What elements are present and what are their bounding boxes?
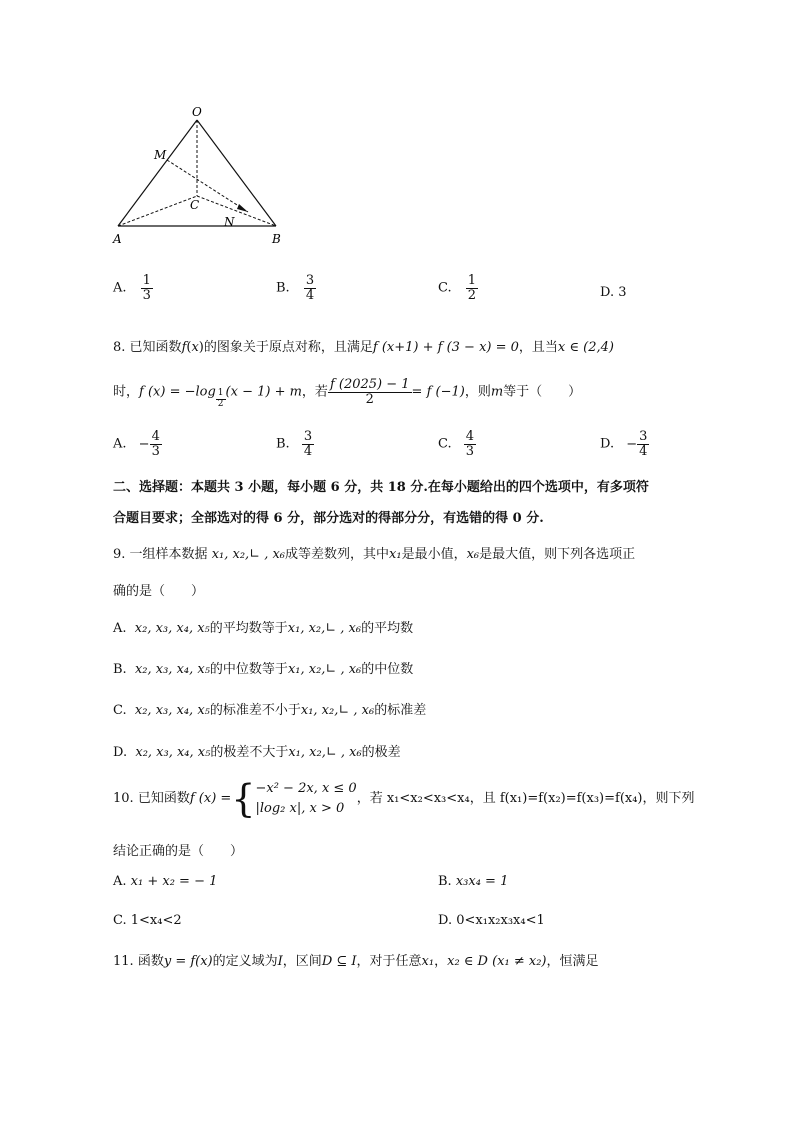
fraction: $\frac{4}{3}$ xyxy=(151,429,160,459)
q11-line1: 11. 函数y = f(x)的定义域为I，区间D ⊆ I，对于任意x₁，x₂ ∈ D (x₁ ≠ x₂)，恒满足 xyxy=(113,954,599,969)
q9-option-a[interactable]: A. x₂, x₃, x₄, x₅的平均数等于x₁, x₂,∟ , x₆的平均数 xyxy=(113,621,414,636)
log-base-fraction: $\frac{1}{2}$ xyxy=(217,388,224,409)
q10-option-b[interactable]: B. x₃x₄ = 1 xyxy=(438,874,509,889)
section2-heading-line1: 二、选择题：本题共 3 小题，每小题 6 分，共 18 分.在每小题给出的四个选项中，有多项符 xyxy=(113,480,649,495)
fraction: $\frac{1}{3}$ xyxy=(142,273,151,303)
q8-option-b[interactable]: B. $\frac{3}{4}$ xyxy=(276,429,313,459)
q8-option-a[interactable]: A. − $\frac{4}{3}$ xyxy=(113,429,160,459)
q7-option-d[interactable]: D. 3 xyxy=(600,285,627,300)
q10-option-c[interactable]: C. 1<x₄<2 xyxy=(113,913,182,928)
q9-line2: 确的是（ ） xyxy=(113,584,205,599)
q9-option-c[interactable]: C. x₂, x₃, x₄, x₅的标准差不小于x₁, x₂,∟ , x₆的标准差 xyxy=(113,703,427,718)
label-B: B xyxy=(272,232,281,246)
q9-option-b[interactable]: B. x₂, x₃, x₄, x₅的中位数等于x₁, x₂,∟ , x₆的中位数 xyxy=(113,662,414,677)
geometry-figure xyxy=(110,100,290,250)
fraction: $\frac{3}{4}$ xyxy=(303,429,313,459)
section2-heading-line2: 合题目要求；全部选对的得 6 分，部分选对的得部分分，有选错的得 0 分. xyxy=(113,511,544,526)
q10-line2: 结论正确的是（ ） xyxy=(113,844,244,859)
q9-option-d[interactable]: D. x₂, x₃, x₄, x₅的极差不大于x₁, x₂,∟ , x₆的极差 xyxy=(113,745,401,760)
q7-option-c[interactable]: C. $\frac{1}{2}$ xyxy=(438,273,477,303)
label-N: N xyxy=(224,215,235,229)
q7-option-a[interactable]: A. $\frac{1}{3}$ xyxy=(113,273,151,303)
piecewise-brace: { xyxy=(231,776,256,821)
fraction: $\frac{3}{4}$ xyxy=(305,273,315,303)
condition-fraction: $\frac{f (2025) - 1}{2}$ xyxy=(329,377,410,407)
q10-option-a[interactable]: A. x₁ + x₂ = − 1 xyxy=(113,874,218,889)
q8-line1: 8. 已知函数f(x)的图象关于原点对称，且满足f (x+1) + f (3 − x) = 0，且当x ∈ (2,4) xyxy=(113,340,614,355)
arrow-head xyxy=(237,204,248,212)
q10-line1: 10. 已知函数f (x) ={ −x² − 2x, x ≤ 0 |log₂ x|, x > 0 ，若 x₁<x₂<x₃<x₄，且 f(x₁)=f(x₂)=f(x₃)=f(x₄)，则下列 xyxy=(113,776,695,821)
fraction: $\frac{1}{2}$ xyxy=(467,273,477,303)
label-O: O xyxy=(192,105,202,119)
q8-line2: 时，f (x) = −log $\frac{1}{2}$ (x − 1) + m，若 $\frac{f (2025) - 1}{2}$ = f (−1)，则m等于（ ） xyxy=(113,377,582,409)
piecewise-cases: −x² − 2x, x ≤ 0 |log₂ x|, x > 0 xyxy=(255,781,357,816)
vector-MN xyxy=(167,160,248,212)
label-M: M xyxy=(154,148,167,162)
edge-OA xyxy=(118,120,200,226)
fraction: $\frac{3}{4}$ xyxy=(639,429,648,459)
fraction: $\frac{4}{3}$ xyxy=(465,429,475,459)
edge-OB xyxy=(197,120,276,226)
q8-option-d[interactable]: D. − $\frac{3}{4}$ xyxy=(600,429,648,459)
q9-line1: 9. 一组样本数据 x₁, x₂,∟ , x₆成等差数列，其中x₁是最小值，x₆是最大值，则下列各选项正 xyxy=(113,547,636,562)
q8-option-c[interactable]: C. $\frac{4}{3}$ xyxy=(438,429,475,459)
label-C: C xyxy=(190,198,200,212)
label-A: A xyxy=(113,232,122,246)
q7-option-b[interactable]: B. $\frac{3}{4}$ xyxy=(276,273,315,303)
q10-option-d[interactable]: D. 0<x₁x₂x₃x₄<1 xyxy=(438,913,545,928)
